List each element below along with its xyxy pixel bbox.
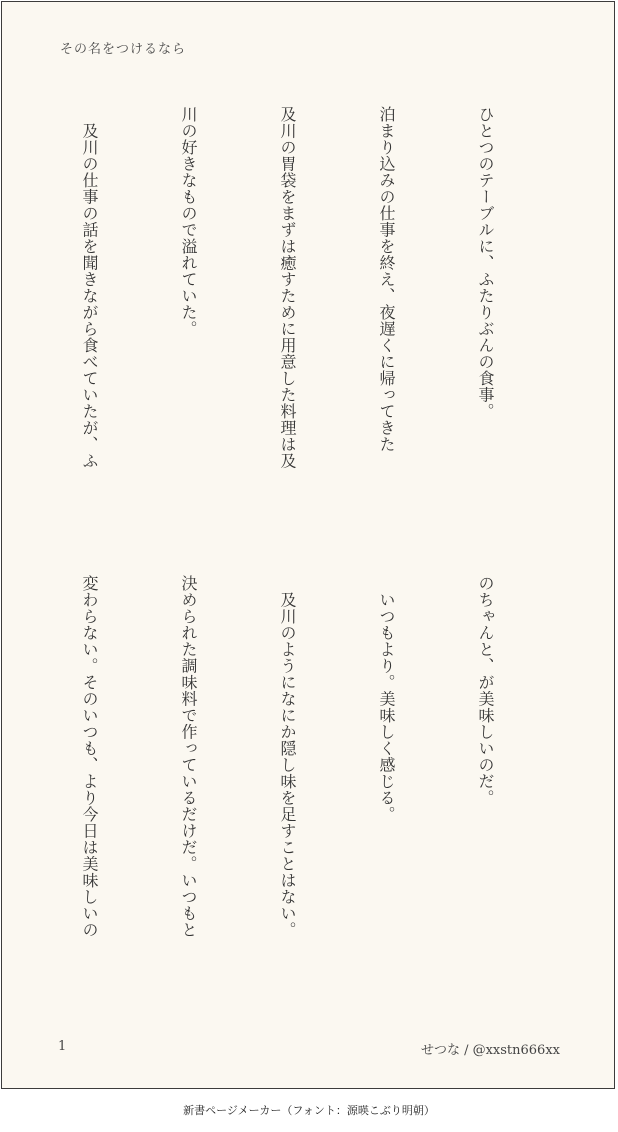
text-column: いつもより。美味しく感じる。 xyxy=(377,575,396,823)
author-credit: せつな / @xxstn666xx xyxy=(420,1043,560,1058)
text-column xyxy=(0,575,7,905)
upper-text-block xyxy=(0,106,568,526)
page-title: その名をつけるなら xyxy=(60,42,187,57)
generator-caption: 新書ページメーカー（フォント：源暎こぶり明朝） xyxy=(183,1104,435,1117)
text-column: 及川の胃袋をまずは癒すために用意した料理は及 xyxy=(278,106,297,469)
book-page xyxy=(1,1,615,1089)
lower-text-block xyxy=(0,575,568,938)
text-column xyxy=(0,106,7,526)
text-column: 及川のようになにか隠し味を足すことはない。 xyxy=(278,575,297,938)
text-column: ひとつのテーブルに、ふたりぶんの食事。 xyxy=(476,106,495,420)
page-number: 1 xyxy=(58,1039,67,1054)
text-column: 変わらない。そのいつも、より今日は美味しいの xyxy=(80,575,99,938)
text-column: 川の好きなもので溢れていた。 xyxy=(179,106,198,337)
text-column: のちゃんと、が美味しいのだ。 xyxy=(476,575,495,806)
text-column: 及川の仕事の話を聞きながら食べていたが、ふ xyxy=(80,106,99,469)
text-column: 泊まり込みの仕事を終え、夜遅くに帰ってきた xyxy=(377,106,396,453)
text-column: 決められた調味料で作っているだけだ。いつもと xyxy=(179,575,198,938)
